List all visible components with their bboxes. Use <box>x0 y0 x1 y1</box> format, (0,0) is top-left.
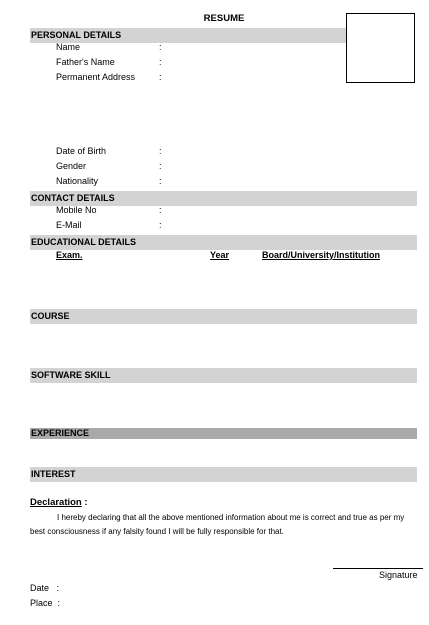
section-personal-details: PERSONAL DETAILS <box>30 28 346 43</box>
field-label-date-of-birth: Date of Birth <box>56 146 107 156</box>
place-label: Place : <box>30 598 61 608</box>
resume-title: RESUME <box>203 13 245 24</box>
section-contact-details: CONTACT DETAILS <box>30 191 417 206</box>
declaration-heading-text: Declaration <box>30 497 82 508</box>
field-label-mobile-no: Mobile No <box>56 205 97 215</box>
column-header-year: Year <box>210 250 230 260</box>
field-label-permanent-address: Permanent Address <box>56 72 136 82</box>
field-colon: : <box>159 205 162 215</box>
declaration-heading-colon: : <box>81 497 88 508</box>
section-experience: EXPERIENCE <box>30 428 417 439</box>
field-label-email: E-Mail <box>56 220 82 230</box>
field-label-gender: Gender <box>56 161 87 171</box>
column-header-board: Board/University/Institution <box>262 250 381 260</box>
field-label-nationality: Nationality <box>56 176 99 186</box>
field-colon: : <box>159 146 162 156</box>
signature-label: Signature <box>379 570 418 580</box>
field-colon: : <box>159 176 162 186</box>
section-interest: INTEREST <box>30 467 417 482</box>
signature-line <box>333 568 423 569</box>
field-colon: : <box>159 57 162 67</box>
declaration-heading <box>30 497 88 508</box>
declaration-text: I hereby declaring that all the above mentioned information about me is correct and true as per my best consciousness if any falsity found I will be fully responsible for that. <box>30 513 405 536</box>
column-header-exam: Exam. <box>56 250 83 260</box>
section-software-skill: SOFTWARE SKILL <box>30 368 417 383</box>
field-colon: : <box>159 161 162 171</box>
photo-box <box>346 13 415 83</box>
field-label-name: Name <box>56 42 81 52</box>
section-course: COURSE <box>30 309 417 324</box>
field-colon: : <box>159 72 162 82</box>
field-label-fathers-name: Father's Name <box>56 57 115 67</box>
section-educational-details: EDUCATIONAL DETAILS <box>30 235 417 250</box>
date-label: Date : <box>30 583 60 593</box>
field-colon: : <box>159 42 162 52</box>
field-colon: : <box>159 220 162 230</box>
